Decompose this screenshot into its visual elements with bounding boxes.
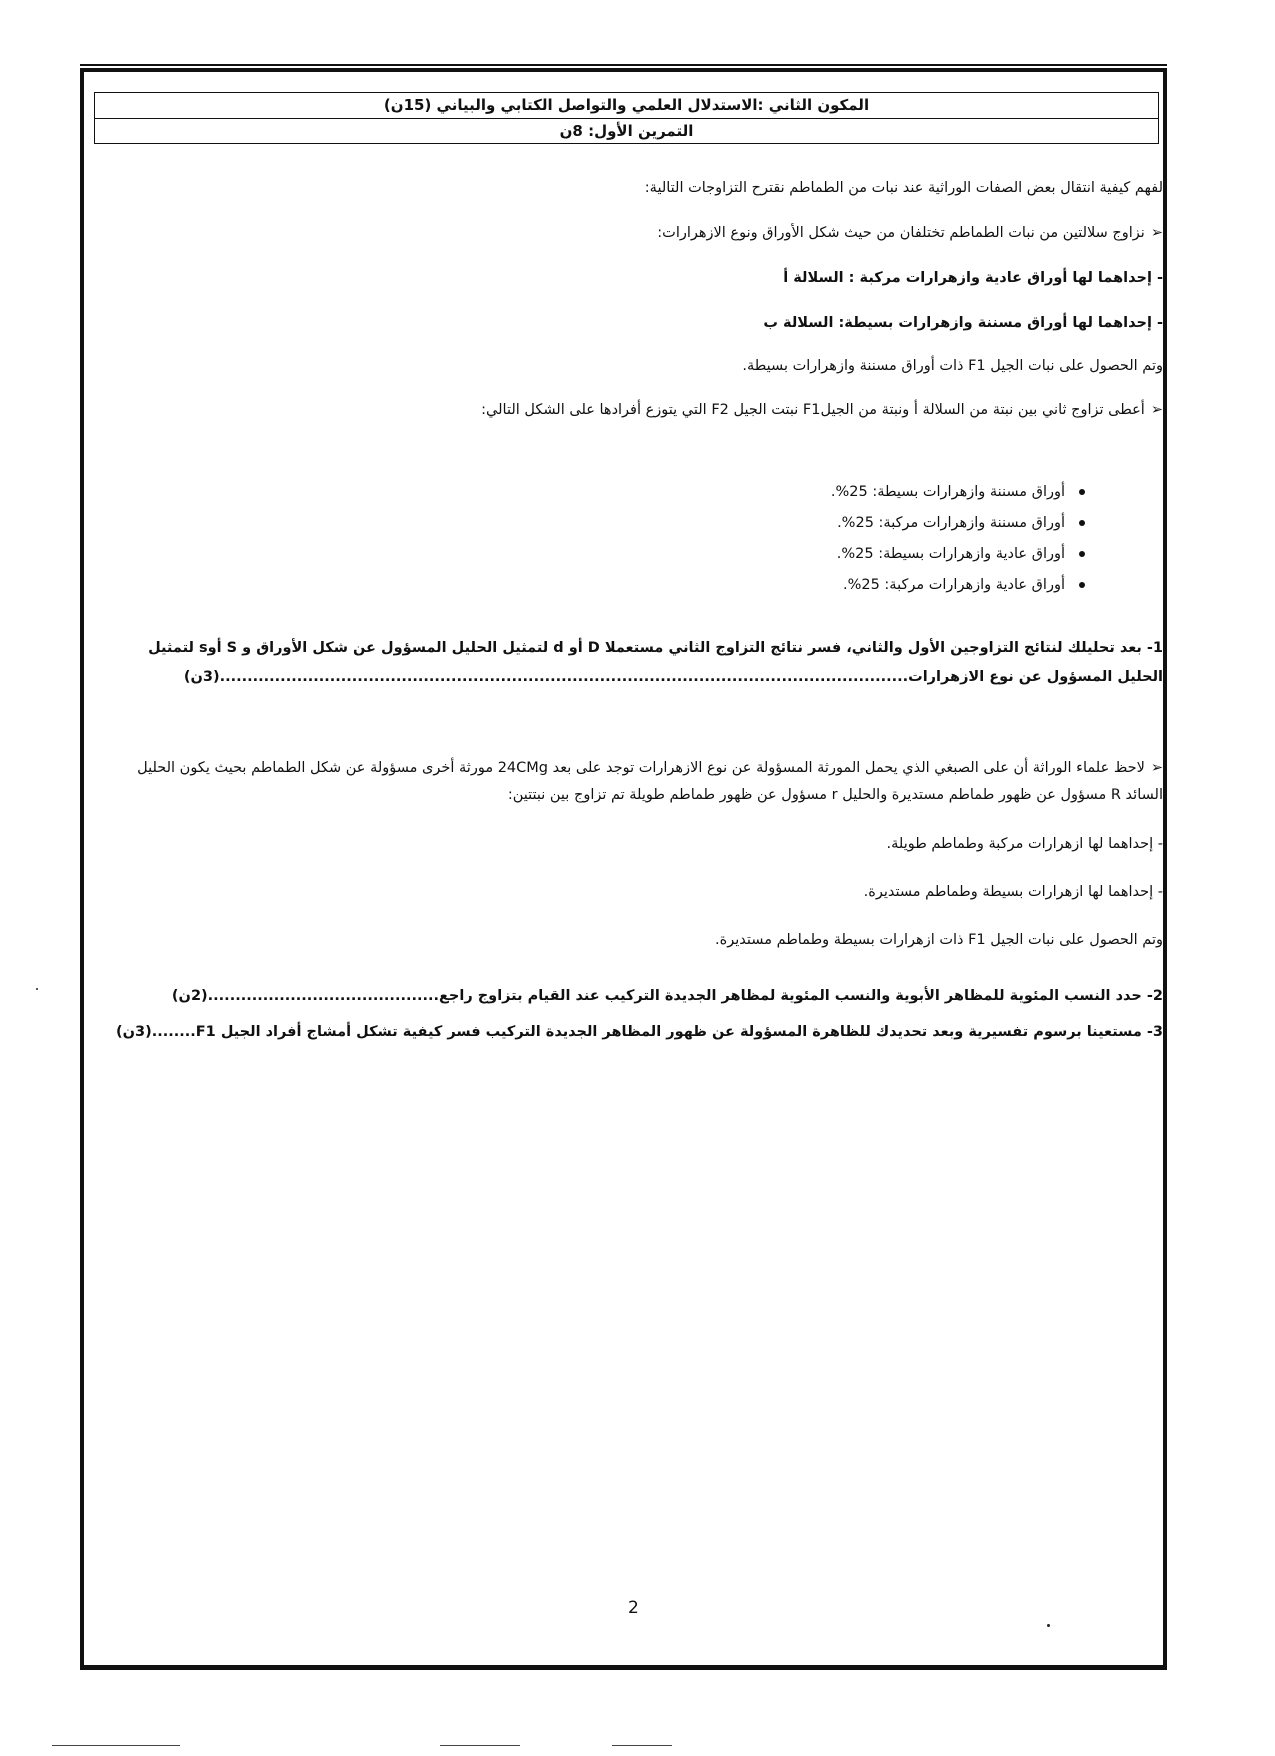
cross2-statement: ➢أعطى تزاوج ثاني بين نبتة من السلالة أ ونبتة من الجيلF1 نبتت الجيل F2 التي يتوزع أفرادها على الشكل التالي: — [481, 402, 1163, 418]
question-2: 2- حدد النسب المئوية للمظاهر الأبوية والنسب المئوية لمظاهر الجديدة التركيب عند القيام بتزاوج راجع..........................................(2ن) — [171, 988, 1163, 1004]
list-item: أوراق مسننة وازهرارات مركبة: 25%. — [831, 513, 1085, 544]
page-number: 2 — [628, 1598, 639, 1618]
arrow-bullet-icon: ➢ — [1150, 402, 1163, 418]
bullet-dot-icon — [1079, 582, 1085, 588]
list-item: أوراق مسننة وازهرارات بسيطة: 25%. — [831, 482, 1085, 513]
f2-distribution-list — [831, 482, 1085, 606]
cross1-line-a: - إحداهما لها أوراق عادية وازهرارات مركبة : السلالة أ — [783, 270, 1163, 286]
cross1-statement: ➢نزاوج سلالتين من نبات الطماطم تختلفان من حيث شكل الأوراق ونوع الازهرارات: — [657, 225, 1163, 241]
scan-artifact-line — [440, 1745, 520, 1746]
arrow-bullet-icon: ➢ — [1150, 225, 1163, 241]
cross1-line-b: - إحداهما لها أوراق مسننة وازهرارات بسيطة: السلالة ب — [763, 315, 1163, 331]
cross3-line-a: - إحداهما لها ازهرارات مركبة وطماطم طويلة. — [886, 836, 1163, 852]
cross3-line-b: - إحداهما لها ازهرارات بسيطة وطماطم مستديرة. — [863, 884, 1163, 900]
exercise-title: التمرين الأول: 8ن — [95, 118, 1158, 144]
question-3: 3- مستعينا برسوم تفسيرية وبعد تحديدك للظاهرة المسؤولة عن ظهور المظاهر الجديدة التركيب فسر كيفية تشكل أمشاج أفراد الجيل F1........(3ن) — [115, 1024, 1163, 1040]
scan-artifact-line — [612, 1745, 672, 1746]
cross3-statement: ➢لاحظ علماء الوراثة أن على الصبغي الذي يحمل المورثة المسؤولة عن نوع الازهرارات توجد على بعد 24CMg مورثة أخرى مسؤولة عن شكل الطماطم بحيث يكون الحليل السائد R مسؤول عن ظهور طماطم مستديرة والحليل r مسؤول عن ظهور طماطم طويلة تم تزاوج بين نبتتين: — [137, 760, 1163, 803]
arrow-bullet-icon: ➢ — [1150, 760, 1163, 776]
component-title: المكون الثاني :الاستدلال العلمي والتواصل الكتابي والبياني (15ن) — [383, 96, 870, 114]
frame-top-rule — [80, 64, 1167, 66]
bullet-dot-icon — [1079, 520, 1085, 526]
scan-speck — [36, 988, 38, 990]
list-item: أوراق عادية وازهرارات مركبة: 25%. — [831, 575, 1085, 606]
scan-speck — [1047, 1624, 1050, 1627]
intro-text: لفهم كيفية انتقال بعض الصفات الوراثية عند نبات من الطماطم نقترح التزاوجات التالية: — [644, 180, 1163, 196]
scan-artifact-line — [52, 1745, 180, 1746]
cross3-result: وتم الحصول على نبات الجيل F1 ذات ازهرارات بسيطة وطماطم مستديرة. — [715, 932, 1163, 948]
bullet-dot-icon — [1079, 489, 1085, 495]
exam-header — [94, 92, 1159, 144]
page-frame — [80, 68, 1167, 1670]
bullet-dot-icon — [1079, 551, 1085, 557]
list-item: أوراق عادية وازهرارات بسيطة: 25%. — [831, 544, 1085, 575]
cross1-result: وتم الحصول على نبات الجيل F1 ذات أوراق مسننة وازهرارات بسيطة. — [742, 358, 1163, 374]
question-1: 1- بعد تحليلك لنتائج التزاوجين الأول والثاني، فسر نتائج التزاوج الثاني مستعملا D أو d لتمثيل الحليل المسؤول عن شكل الأوراق و S أوs لتمثيل الحليل المسؤول عن نوع الازهرارات.............................................................................................................................(3ن) — [148, 640, 1163, 685]
